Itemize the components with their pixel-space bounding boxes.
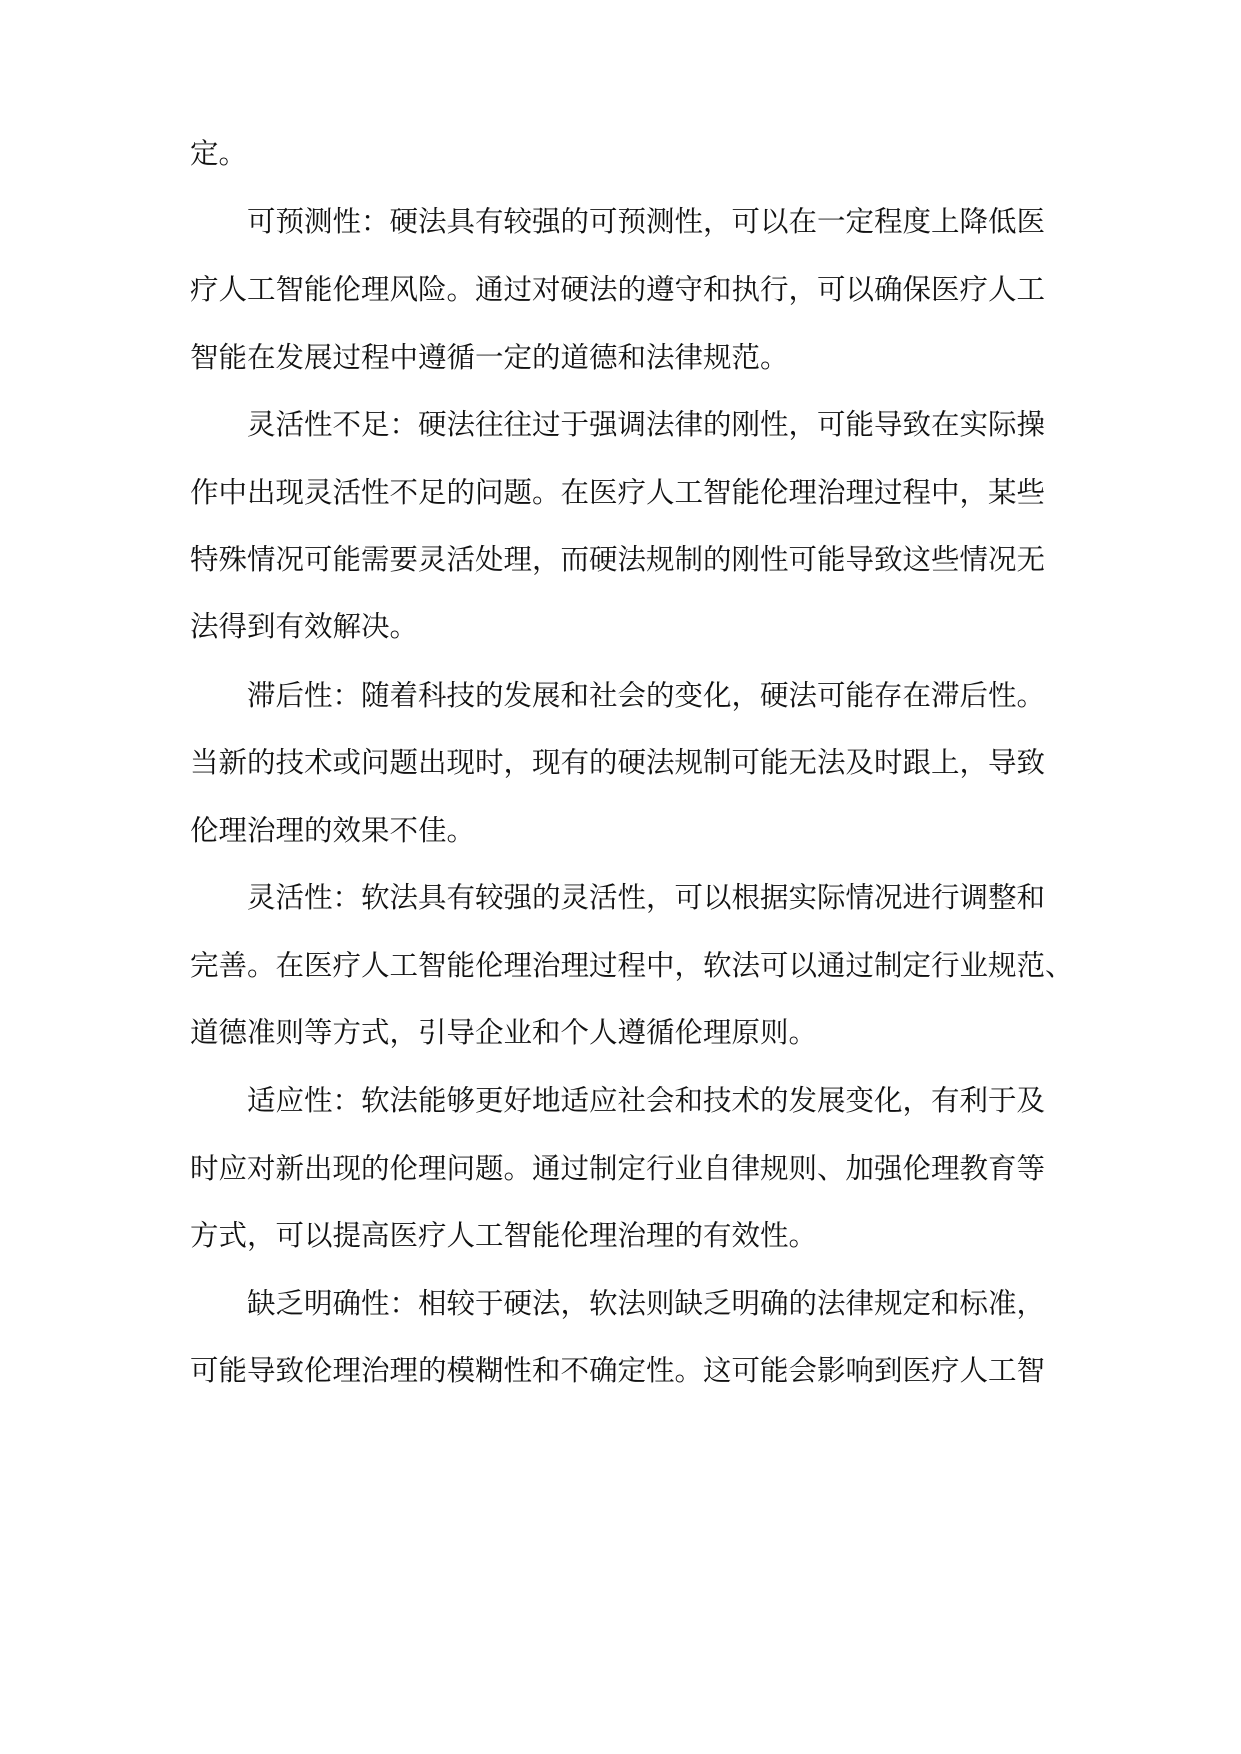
- text-line: 时应对新出现的伦理问题。通过制定行业自律规则、加强伦理教育等: [190, 1152, 1046, 1185]
- text-line: 定。: [190, 137, 248, 170]
- text-line: 作中出现灵活性不足的问题。在医疗人工智能伦理治理过程中，某些: [190, 476, 1046, 509]
- text-line: 智能在发展过程中遵循一定的道德和法律规范。: [190, 341, 789, 374]
- text-line: 当新的技术或问题出现时，现有的硬法规制可能无法及时跟上，导致: [190, 746, 1046, 779]
- text-line: 法得到有效解决。: [190, 610, 419, 643]
- text-line: 完善。在医疗人工智能伦理治理过程中，软法可以通过制定行业规范、: [190, 949, 1074, 982]
- paragraph-adaptability-line: 适应性：软法能够更好地适应社会和技术的发展变化，有利于及: [247, 1084, 1046, 1117]
- text-line: 特殊情况可能需要灵活处理，而硬法规制的刚性可能导致这些情况无: [190, 543, 1046, 576]
- text-line: 疗人工智能伦理风险。通过对硬法的遵守和执行，可以确保医疗人工: [190, 273, 1046, 306]
- paragraph-insufficient-flexibility-line: 灵活性不足：硬法往往过于强调法律的刚性，可能导致在实际操: [247, 408, 1046, 441]
- paragraph-flexibility-line: 灵活性：软法具有较强的灵活性，可以根据实际情况进行调整和: [247, 881, 1046, 914]
- paragraph-lack-of-clarity-line: 缺乏明确性：相较于硬法，软法则缺乏明确的法律规定和标准，: [247, 1287, 1046, 1320]
- paragraph-lag-line: 滞后性：随着科技的发展和社会的变化，硬法可能存在滞后性。: [247, 679, 1046, 712]
- paragraph-predictability-line: 可预测性：硬法具有较强的可预测性，可以在一定程度上降低医: [247, 205, 1046, 238]
- text-line: 伦理治理的效果不佳。: [190, 814, 476, 847]
- text-line: 方式，可以提高医疗人工智能伦理治理的有效性。: [190, 1219, 818, 1252]
- text-line: 可能导致伦理治理的模糊性和不确定性。这可能会影响到医疗人工智: [190, 1354, 1046, 1387]
- text-line: 道德准则等方式，引导企业和个人遵循伦理原则。: [190, 1016, 818, 1049]
